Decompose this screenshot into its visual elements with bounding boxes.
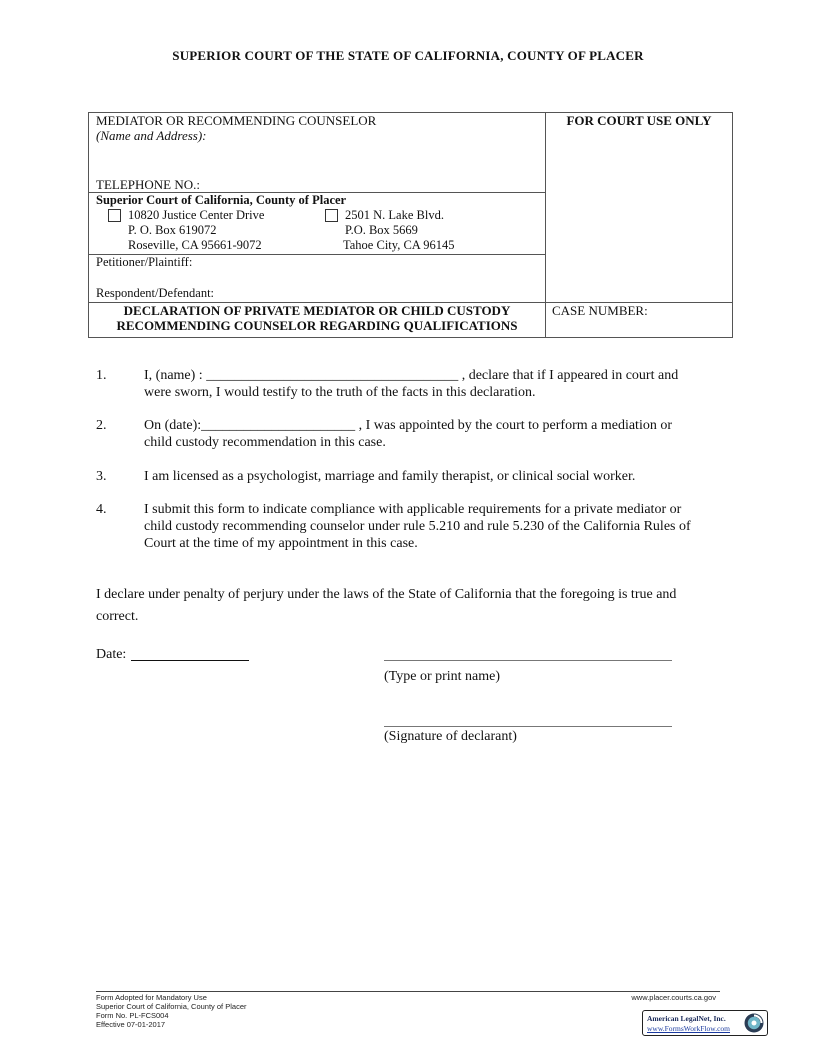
footer-court: Superior Court of California, County of Placer (96, 1002, 247, 1011)
print-name-line[interactable] (384, 660, 672, 661)
item-2-line2: child custody recommendation in this case. (144, 435, 386, 450)
brand-name: American LegalNet, Inc. (647, 1014, 726, 1023)
item-4-line1: I submit this form to indicate compliance with applicable requirements for a private mediator or (144, 502, 682, 517)
item-2-line1: On (date):______________________ , I was appointed by the court to perform a mediation or (144, 418, 672, 433)
form-title-line1: DECLARATION OF PRIVATE MEDIATOR OR CHILD CUSTODY (123, 303, 511, 318)
signature-label: (Signature of declarant) (384, 729, 517, 744)
footer-form-no: Form No. PL-FCS004 (96, 1011, 169, 1020)
item-1-line1: I, (name) : ____________________________________ , declare that if I appeared in court and (144, 368, 679, 383)
name-address-label: (Name and Address): (96, 128, 207, 143)
brand-url: www.FormsWorkFlow.com (647, 1024, 731, 1033)
date-label: Date: (96, 647, 127, 662)
item-number: 3. (96, 469, 107, 484)
tahoe-city-checkbox[interactable] (325, 209, 338, 222)
location2-street: 2501 N. Lake Blvd. (345, 208, 444, 222)
perjury-line1: I declare under penalty of perjury under the laws of the State of California that the foregoing is true and (96, 587, 677, 602)
location1-street: 10820 Justice Center Drive (128, 208, 265, 222)
perjury-line2: correct. (96, 609, 139, 624)
form-title-line2: RECOMMENDING COUNSELOR REGARDING QUALIFICATIONS (116, 318, 518, 333)
item-number: 2. (96, 418, 107, 433)
roseville-checkbox[interactable] (108, 209, 121, 222)
respondent-label: Respondent/Defendant: (96, 286, 215, 300)
footer-website[interactable]: www.placer.courts.ca.gov (631, 993, 716, 1002)
footer-rule (96, 991, 720, 992)
footer-effective: Effective 07-01-2017 (96, 1020, 166, 1029)
item-number: 1. (96, 368, 107, 383)
print-name-label: (Type or print name) (384, 669, 501, 684)
footer-adopted: Form Adopted for Mandatory Use (96, 993, 207, 1002)
item-4-line3: Court at the time of my appointment in this case. (144, 536, 418, 551)
date-field-line[interactable] (131, 660, 249, 661)
location2-city: Tahoe City, CA 96145 (343, 238, 455, 252)
item-1-line2: were sworn, I would testify to the truth of the facts in this declaration. (144, 385, 536, 400)
location1-city: Roseville, CA 95661-9072 (128, 238, 262, 252)
location1-pobox: P. O. Box 619072 (128, 223, 217, 237)
signature-line[interactable] (384, 726, 672, 727)
item-4-line2: child custody recommending counselor under rule 5.210 and rule 5.230 of the California Rules of (144, 519, 691, 534)
court-title: SUPERIOR COURT OF THE STATE OF CALIFORNIA, COUNTY OF PLACER (172, 48, 644, 63)
mediator-label: MEDIATOR OR RECOMMENDING COUNSELOR (96, 113, 377, 128)
location2-pobox: P.O. Box 5669 (345, 223, 418, 237)
item-number: 4. (96, 502, 107, 517)
brand-badge[interactable] (642, 1010, 768, 1036)
item-3-line1: I am licensed as a psychologist, marriage and family therapist, or clinical social worker. (144, 469, 636, 484)
court-use-label: FOR COURT USE ONLY (566, 113, 712, 128)
telephone-label: TELEPHONE NO.: (96, 177, 200, 192)
brand-logo-icon (743, 1012, 765, 1034)
court-name: Superior Court of California, County of Placer (96, 193, 347, 207)
petitioner-label: Petitioner/Plaintiff: (96, 255, 193, 269)
case-number-label: CASE NUMBER: (552, 303, 648, 318)
